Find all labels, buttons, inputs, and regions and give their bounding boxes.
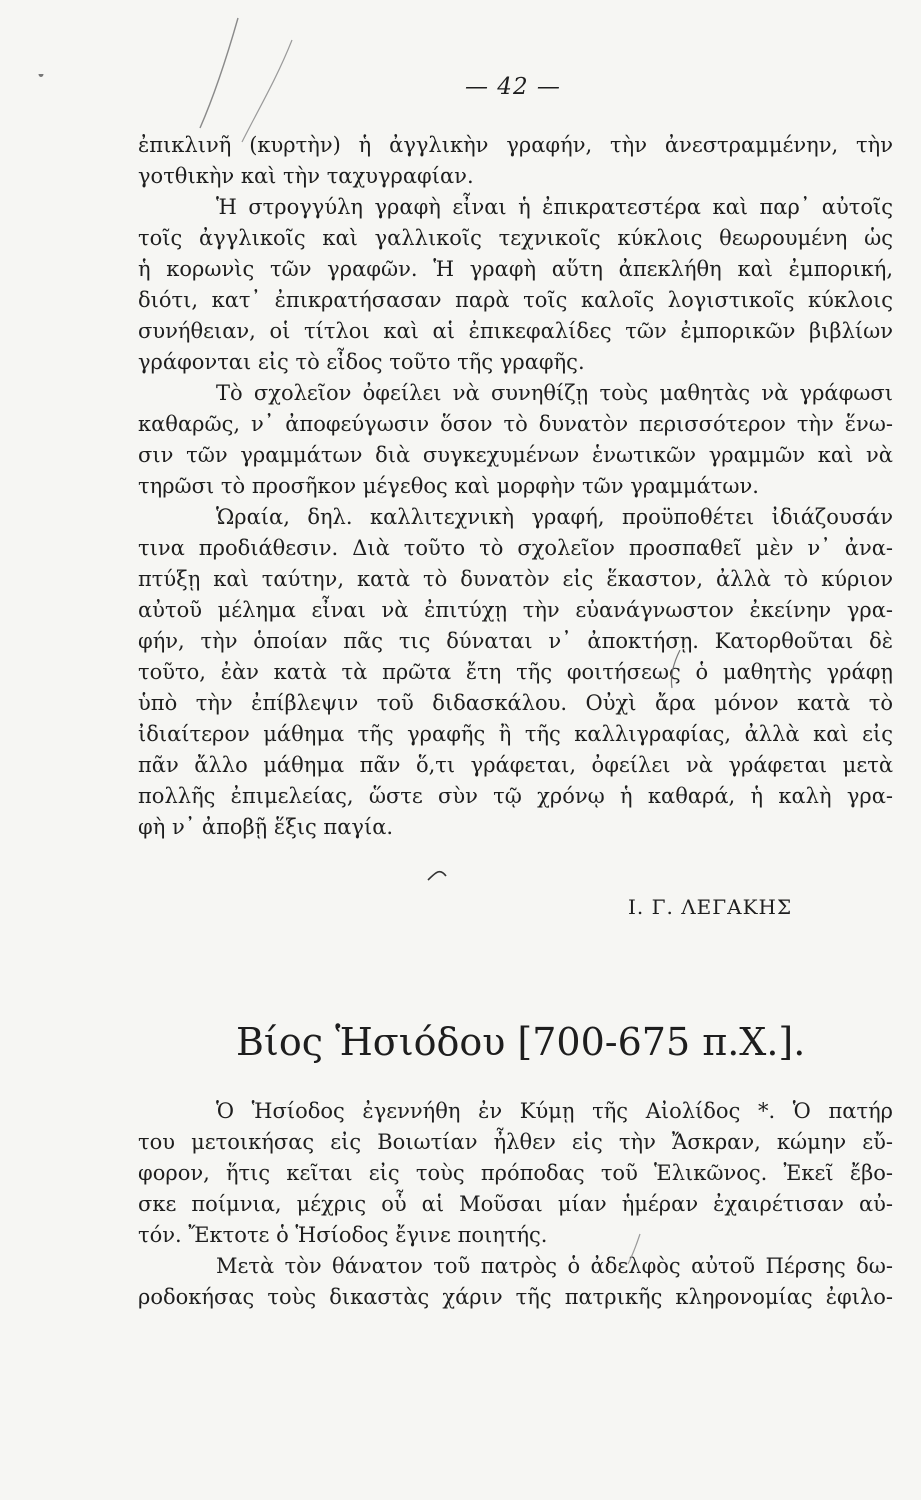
text-line: Ὁ Ἡσίοδος ἐγεννήθη ἐν Κύμῃ τῆς Αἰολίδος *. Ὁ πατήρ [216,1099,893,1123]
text-line: σιν τῶν γραμμάτων διὰ συγκεχυμένων ἑνωτικῶν γραμμῶν καὶ νὰ [138,443,893,467]
text-line: φορον, ἥτις κεῖται εἰς τοὺς πρόποδας τοῦ Ἑλικῶνος. Ἐκεῖ ἔβο- [138,1161,893,1185]
text-line: πᾶν ἄλλο μάθημα πᾶν ὅ,τι γράφεται, ὀφείλει νὰ γράφεται μετὰ [138,753,893,777]
text-line: τινα προδιάθεσιν. Διὰ τοῦτο τὸ σχολεῖον προσπαθεῖ μὲν ν᾽ ἀνα- [138,536,893,560]
text-line: αὐτοῦ μέλημα εἶναι νὰ ἐπιτύχῃ τὴν εὐανάγνωστον ἐκείνην γρα- [138,598,893,622]
text-line: συνήθειαν, οἱ τίτλοι καὶ αἱ ἐπικεφαλίδες τῶν ἐμπορικῶν βιβλίων [138,319,893,343]
text-line: ἐπικλινῆ (κυρτὴν) ἡ ἀγγλικὴν γραφήν, τὴν ἀνεστραμμένην, τὴν [138,133,893,157]
text-line: του μετοικήσας εἰς Βοιωτίαν ἦλθεν εἰς τὴν Ἄσκραν, κώμην εὔ- [138,1130,893,1154]
text-line: γοτθικὴν καὶ τὴν ταχυγραφίαν. [138,164,474,188]
text-line: ἰδιαίτερον μάθημα τῆς γραφῆς ἢ τῆς καλλιγραφίας, ἀλλὰ καὶ εἰς [138,722,893,746]
text-line: σκε ποίμνια, μέχρις οὗ αἱ Μοῦσαι μίαν ἡμέραν ἐχαιρέτισαν αὐ- [138,1192,893,1216]
text-line: πτύξῃ καὶ ταύτην, κατὰ τὸ δυνατὸν εἰς ἕκαστον, ἀλλὰ τὸ κύριον [138,567,893,591]
section-heading: Βίος Ἡσιόδου [700-675 π.Χ.]. [236,1020,806,1064]
text-line: ὑπὸ τὴν ἐπίβλεψιν τοῦ διδασκάλου. Οὐχὶ ἄρα μόνον κατὰ τὸ [138,691,893,715]
section-writing-text [138,130,893,843]
text-line: Ὡραία, δηλ. καλλιτεχνικὴ γραφή, προϋποθέτει ἰδιάζουσάν [216,505,893,529]
text-line: καθαρῶς, ν᾽ ἀποφεύγωσιν ὅσον τὸ δυνατὸν περισσότερον τὴν ἕνω- [138,412,893,436]
text-line: διότι, κατ᾽ ἐπικρατήσασαν παρὰ τοῖς καλοῖς λογιστικοῖς κύκλοις [138,288,893,312]
page-number: — 42 — [465,74,561,100]
text-line: τοῖς ἀγγλικοῖς καὶ γαλλικοῖς τεχνικοῖς κύκλοις θεωρουμένη ὡς [138,226,893,250]
section-hesiod-text [138,1096,893,1313]
author-signature: Ι. Γ. ΛΕΓΑΚΗΣ [628,895,793,919]
text-line: γράφονται εἰς τὸ εἶδος τοῦτο τῆς γραφῆς. [138,350,585,374]
text-line: τηρῶσι τὸ προσῆκον μέγεθος καὶ μορφὴν τῶν γραμμάτων. [138,474,759,498]
text-line: Ἡ στρογγύλη γραφὴ εἶναι ἡ ἐπικρατεστέρα καὶ παρ᾽ αὐτοῖς [216,195,893,219]
text-line: ροδοκήσας τοὺς δικαστὰς χάριν τῆς πατρικῆς κληρονομίας ἐφιλο- [138,1285,893,1309]
text-line: ἡ κορωνὶς τῶν γραφῶν. Ἡ γραφὴ αὕτη ἀπεκλήθη καὶ ἐμπορική, [138,257,893,281]
text-line: τοῦτο, ἐὰν κατὰ τὰ πρῶτα ἔτη τῆς φοιτήσεως ὁ μαθητὴς γράφῃ [138,660,893,684]
text-line: Μετὰ τὸν θάνατον τοῦ πατρὸς ὁ ἀδελφὸς αὐτοῦ Πέρσης δω- [216,1254,893,1278]
text-line: τόν. Ἔκτοτε ὁ Ἡσίοδος ἔγινε ποιητής. [138,1223,548,1247]
text-line: Τὸ σχολεῖον ὀφείλει νὰ συνηθίζῃ τοὺς μαθητὰς νὰ γράφωσι [216,381,893,405]
text-line: πολλῆς ἐπιμελείας, ὥστε σὺν τῷ χρόνῳ ἡ καθαρά, ἡ καλὴ γρα- [138,784,893,808]
text-line: φὴ ν᾽ ἀποβῇ ἕξις παγία. [138,815,394,839]
text-line: φήν, τὴν ὁποίαν πᾶς τις δύναται ν᾽ ἀποκτήσῃ. Κατορθοῦται δὲ [138,629,893,653]
